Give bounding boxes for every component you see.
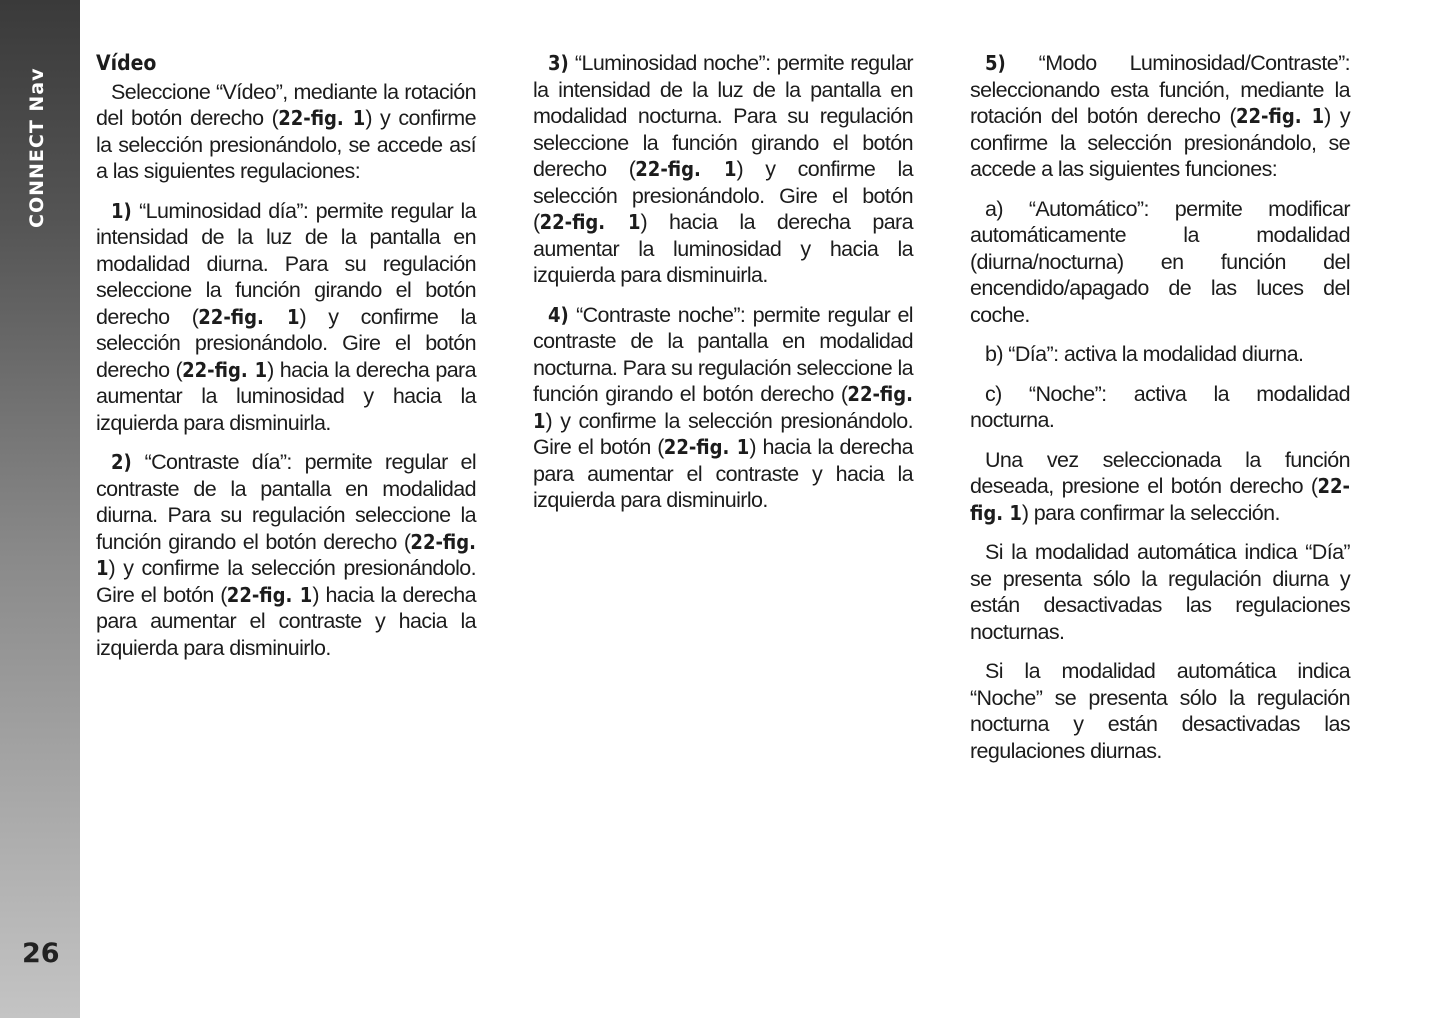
option-a-paragraph: a) “Automático”: permite modificar automáticamente la modalidad (diurna/nocturna) en función del encendido/apagado de las luces del coche. [970,196,1350,327]
text: ) y confirme la selección presionándolo, se accede a las siguientes funciones: [970,104,1350,181]
text: Una vez seleccionada la función deseada, presione el botón derecho ( [970,447,1350,498]
text: ) y confirme la selección presionándolo. Gire el botón ( [533,408,913,459]
figure-ref: 22-fig. 1 [182,357,268,382]
section-heading: Vídeo [96,51,157,75]
item-1-paragraph [96,198,476,437]
text: ) hacia la derecha para aumentar el contraste y hacia la izquierda para disminuirlo. [96,582,476,660]
column-2 [533,50,913,527]
item-3-paragraph [533,50,913,289]
text: “Contraste día”: permite regular el contraste de la pantalla en modalidad diurna. Para su regulación seleccione la función girando el botón derecho ( [96,450,476,554]
text: ) hacia la derecha para aumentar la luminosidad y hacia la izquierda para disminuirla. [533,210,913,287]
page-number: 26 [22,938,60,969]
confirm-paragraph [970,447,1350,527]
sidebar [0,0,80,1018]
item-4-paragraph [533,302,913,514]
text: ) y confirme la selección presionándolo, se accede así a las siguientes regulaciones: [96,106,476,183]
item-number: 1) [111,198,132,223]
item-number: 5) [985,51,1006,75]
item-2-paragraph [96,449,476,661]
text: “Luminosidad día”: permite regular la intensidad de la luz de la pantalla en modalidad diurna. Para su regulación seleccione la función girando el botón derecho ( [96,198,476,329]
text: ) para confirmar la selección. [1021,500,1280,525]
option-c-paragraph: c) “Noche”: activa la modalidad nocturna. [970,381,1350,432]
text: ) y confirme la selección presionándolo. Gire el botón ( [533,157,913,234]
item-5-paragraph [970,50,1350,183]
text: ) y confirme la selección presionándolo. Gire el botón ( [96,556,476,607]
figure-ref: 22-fig. 1 [198,304,300,329]
text: Seleccione “Vídeo”, mediante la rotación del botón derecho ( [96,79,476,130]
figure-ref: 22-fig. 1 [663,435,750,459]
text: “Modo Luminosidad/Contraste”: seleccionando esta función, mediante la rotación del botón derecho ( [970,51,1350,128]
figure-ref: 22-fig. 1 [226,582,313,607]
auto-night-paragraph: Si la modalidad automática indica “Noche” se presenta sólo la regulación nocturna y están desactivadas las regulaciones diurnas. [970,659,1350,763]
figure-ref: 22-fig. 1 [96,529,476,580]
intro-paragraph [96,79,476,185]
figure-ref: 22-fig. 1 [1236,104,1325,128]
column-1 [96,50,476,674]
text: ) hacia la derecha para aumentar la luminosidad y hacia la izquierda para disminuirla. [96,357,476,435]
item-number: 2) [111,450,132,474]
figure-ref: 22-fig. 1 [533,382,913,433]
text: ) hacia la derecha para aumentar el contraste y hacia la izquierda para disminuirlo. [533,435,913,512]
text: “Contraste noche”: permite regular el contraste de la pantalla en modalidad nocturna. Para su regulación seleccione la función girando el botón derecho ( [533,302,913,406]
auto-day-paragraph: Si la modalidad automática indica “Día” se presenta sólo la regulación diurna y están desactivadas las regulaciones nocturnas. [970,540,1350,644]
figure-ref: 22-fig. 1 [970,474,1350,525]
text: ) y confirme la selección presionándolo. Gire el botón derecho ( [96,304,476,382]
item-number: 3) [548,51,569,75]
item-number: 4) [548,302,569,327]
option-b-paragraph: b) “Día”: activa la modalidad diurna. [985,342,1304,366]
figure-ref: 22-fig. 1 [539,210,641,234]
figure-ref: 22-fig. 1 [278,106,366,130]
section-title: CONNECT Nav [26,67,48,228]
column-3 [970,50,1350,777]
text: “Luminosidad noche”: permite regular la intensidad de la luz de la pantalla en modalidad nocturna. Para su regulación seleccione la función girando el botón derecho ( [533,51,913,181]
figure-ref: 22-fig. 1 [635,157,737,181]
